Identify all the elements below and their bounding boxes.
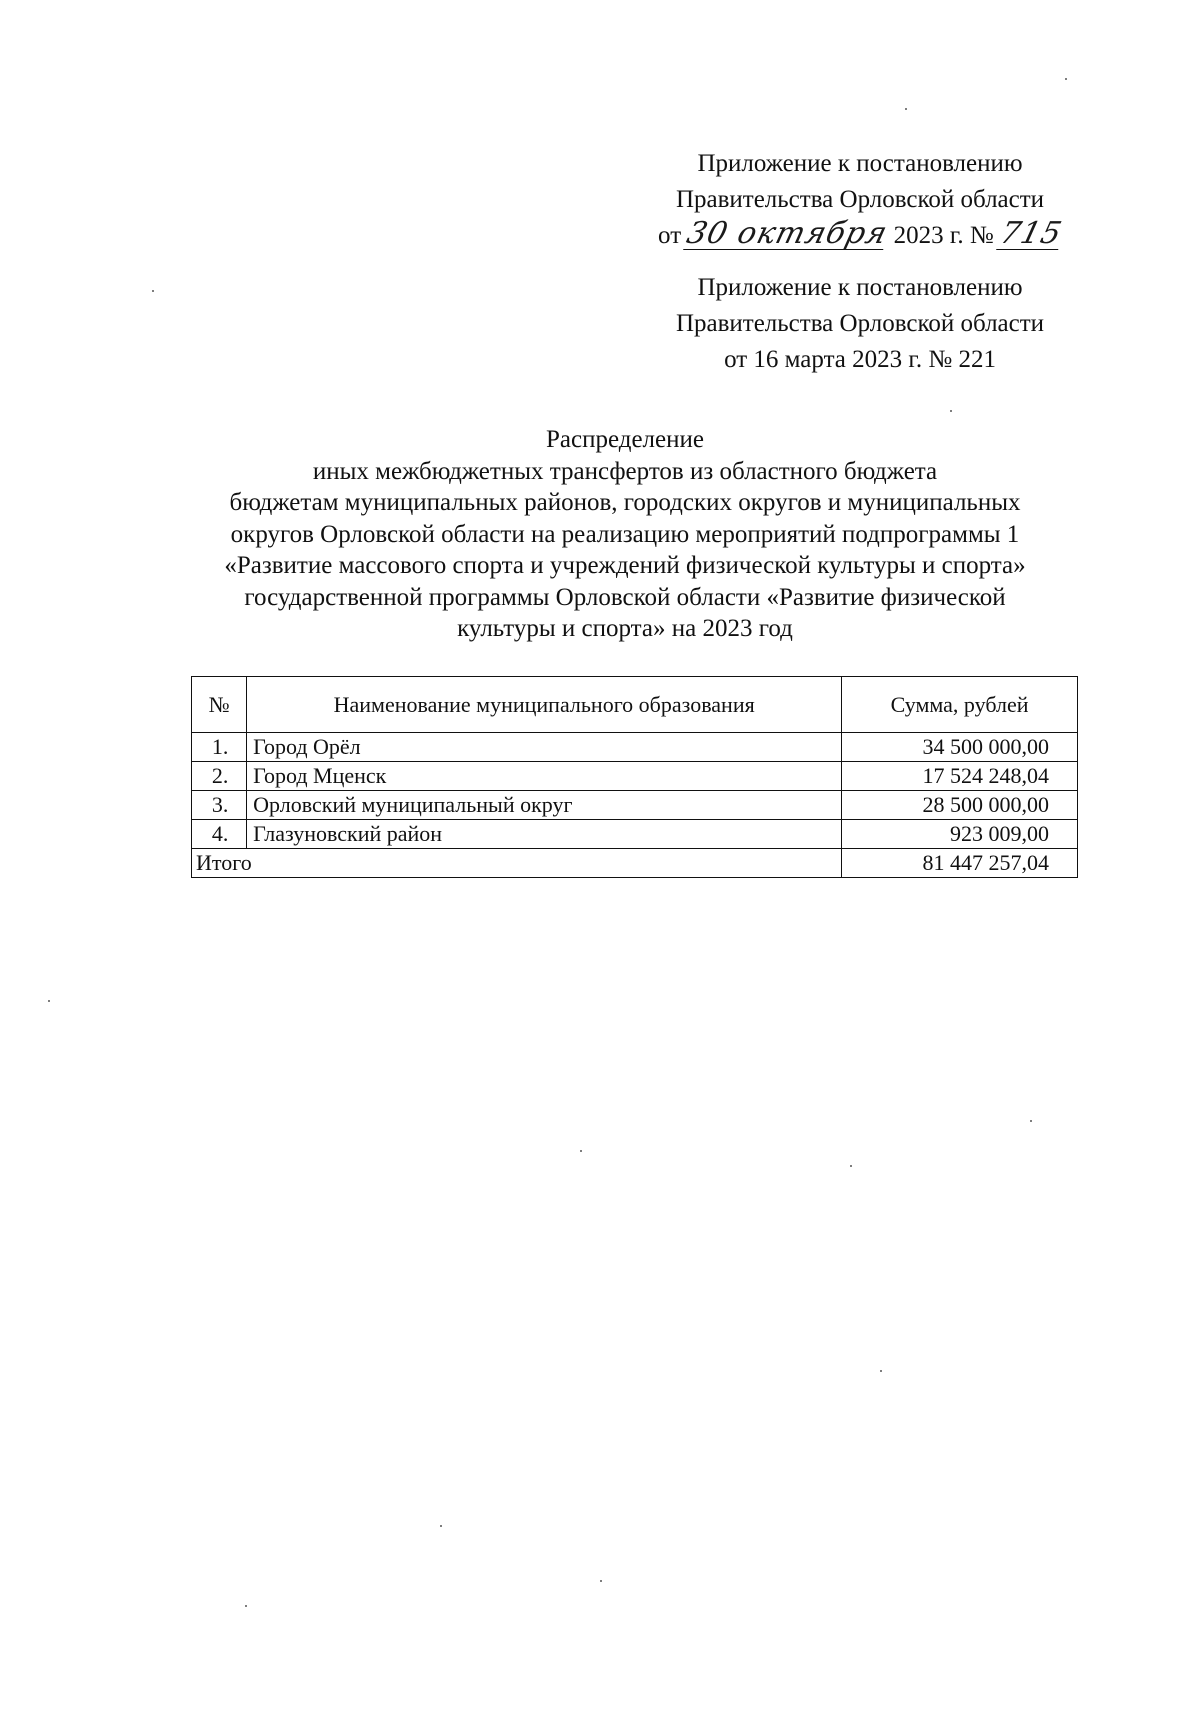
header-number: № [192,677,247,733]
scan-speck [1030,1120,1032,1122]
annex-header-original [640,270,1080,378]
row-sum: 923 009,00 [842,820,1078,849]
table-row [192,733,1078,762]
annex-line-1: Приложение к постановлению [697,150,1023,177]
scan-speck [580,1150,582,1152]
total-label: Итого [192,849,842,878]
distribution-table [191,676,1078,878]
table-row [192,762,1078,791]
handwritten-number: 715 [996,216,1066,251]
annex-header-current [640,146,1080,254]
table-header-row [192,677,1078,733]
row-sum: 17 524 248,04 [842,762,1078,791]
scan-speck [950,410,952,412]
scan-speck [48,1000,50,1002]
header-sum: Сумма, рублей [842,677,1078,733]
row-sum: 34 500 000,00 [842,733,1078,762]
title-line-6: государственной программы Орловской области «Развитие физической [244,583,1006,611]
scan-speck [905,108,907,110]
title-line-3: бюджетам муниципальных районов, городских округов и муниципальных [229,489,1021,516]
annex-year-text: 2023 г. № [893,222,994,249]
table-total-row [192,849,1078,878]
annex-original-line-2: Правительства Орловской области [675,310,1045,337]
row-municipality: Орловский муниципальный округ [247,791,842,820]
annex-date-line [640,218,1080,254]
scan-speck [440,1525,442,1527]
row-number: 1. [192,733,247,762]
scan-speck [600,1580,602,1582]
scan-speck [152,290,154,292]
annex-line-2: Правительства Орловской области [675,186,1045,213]
row-municipality: Город Мценск [247,762,842,791]
row-number: 4. [192,820,247,849]
row-municipality: Глазуновский район [247,820,842,849]
table-row [192,791,1078,820]
title-line-2: иных межбюджетных трансфертов из областного бюджета [312,457,938,485]
title-line-1: Распределение [546,426,704,453]
row-number: 3. [192,791,247,820]
title-line-4: округов Орловской области на реализацию мероприятий подпрограммы 1 [230,520,1020,548]
scan-speck [880,1370,882,1372]
scan-speck [245,1605,247,1607]
row-sum: 28 500 000,00 [842,791,1078,820]
header-municipality: Наименование муниципального образования [247,677,842,733]
annex-original-line-1: Приложение к постановлению [697,274,1023,301]
document-title [180,424,1070,645]
scan-speck [1065,78,1067,80]
title-line-7: культуры и спорта» на 2023 год [457,615,793,642]
handwritten-date: 30 октября [683,216,892,251]
scan-speck [850,1165,852,1167]
annex-original-line-3: от 16 марта 2023 г. № 221 [724,346,996,373]
table-row [192,820,1078,849]
row-municipality: Город Орёл [247,733,842,762]
title-line-5: «Развитие массового спорта и учреждений физической культуры и спорта» [224,552,1026,579]
total-sum: 81 447 257,04 [842,849,1078,878]
annex-prefix: от [658,222,682,249]
row-number: 2. [192,762,247,791]
